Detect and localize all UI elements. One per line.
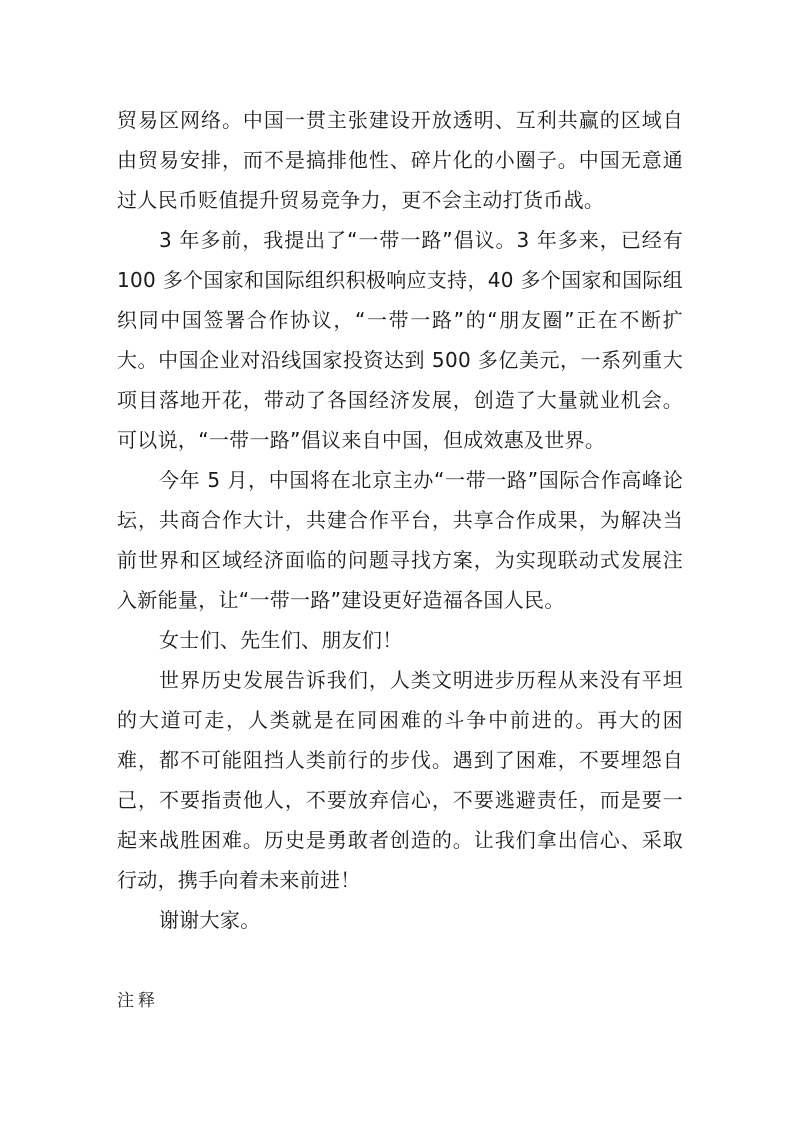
paragraph-history: 世界历史发展告诉我们，人类文明进步历程从来没有平坦的大道可走，人类就是在同困难的斗争中前进的。再大的困难，都不可能阻挡人类前行的步伐。遇到了困难，不要埋怨自己，不要指责他人，不要放弃信心，不要逃避责任，而是要一起来战胜困难。历史是勇敢者创造的。让我们拿出信心、采取行动，携手向着未来前进！ [117,668,683,892]
paragraph-thanks: 谢谢大家。 [159,908,261,932]
paragraph-summit-forum: 今年 5 月，中国将在北京主办“一带一路”国际合作高峰论坛，共商合作大计，共建合作平台，共享合作成果，为解决当前世界和区域经济面临的问题寻找方案，为实现联动式发展注入新能量，让“一带一路”建设更好造福各国人民。 [117,468,683,612]
paragraph-continuation: 贸易区网络。中国一贯主张建设开放透明、互利共赢的区域自由贸易安排，而不是搞排他性、碎片化的小圈子。中国无意通过人民币贬值提升贸易竞争力，更不会主动打货币战。 [117,108,683,212]
paragraph-address: 女士们、先生们、朋友们！ [159,628,403,652]
body-text [117,100,683,940]
notes-heading: 注释 [117,991,159,1011]
paragraph-belt-and-road: 3 年多前，我提出了“一带一路”倡议。3 年多来，已经有 100 多个国家和国际组织积极响应支持，40 多个国家和国际组织同中国签署合作协议，“一带一路”的“朋友圈”正在不断扩大。中国企业对沿线国家投资达到 500 多亿美元，一系列重大项目落地开花，带动了各国经济发展，创造了大量就业机会。可以说，“一带一路”倡议来自中国，但成效惠及世界。 [117,228,683,452]
